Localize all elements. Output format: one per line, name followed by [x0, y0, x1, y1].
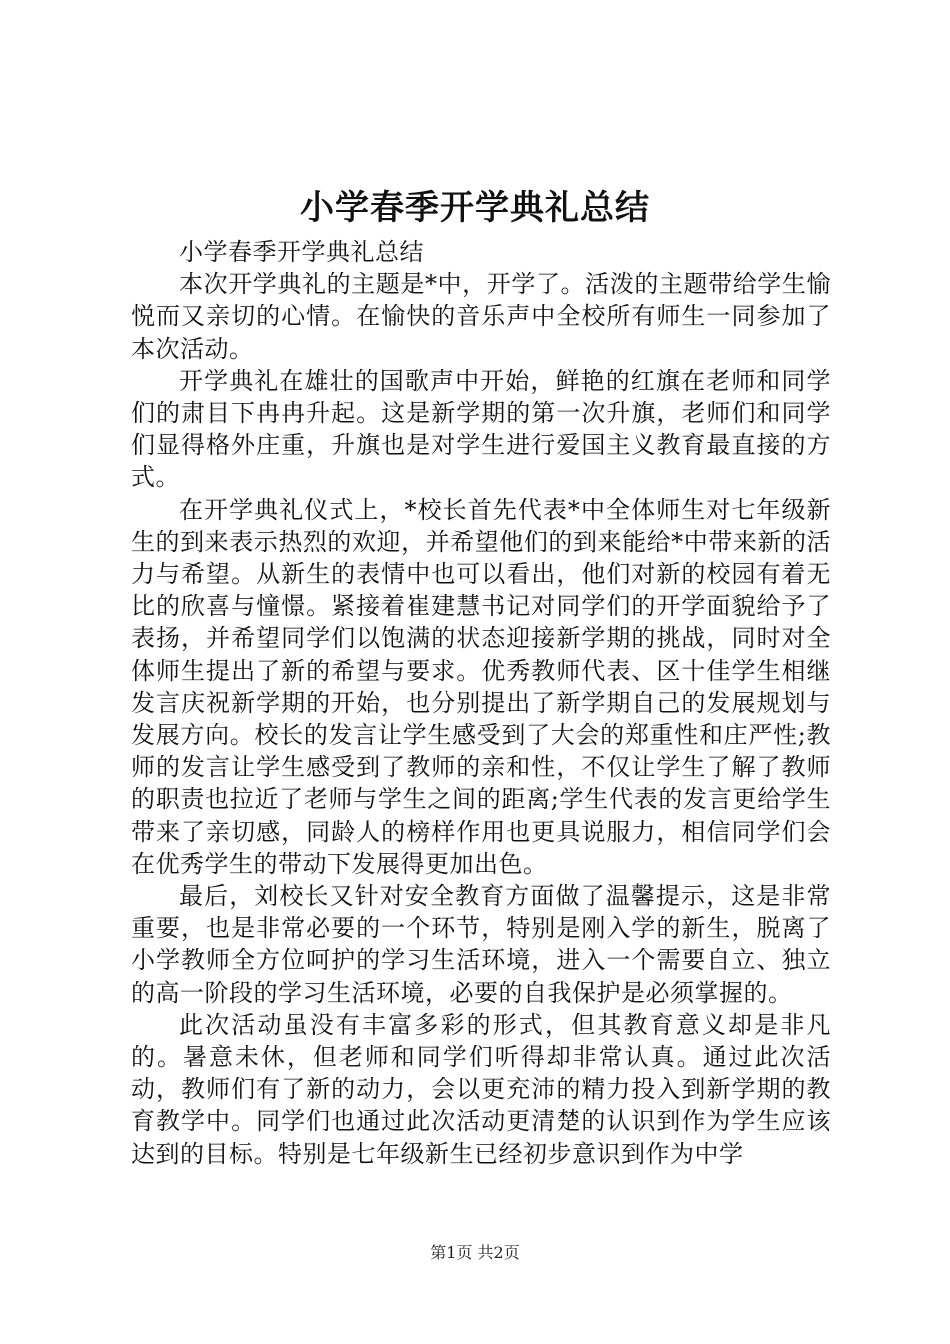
document-body — [131, 236, 831, 1170]
paragraph-safety: 最后，刘校长又针对安全教育方面做了温馨提示，这是非常重要，也是非常必要的一个环节，特别是刚入学的新生，脱离了小学教师全方位呵护的学习生活环境，进入一个需要自立、独立的高一阶段的学习生活环境，必要的自我保护是必须掌握的。 — [131, 882, 831, 1007]
paragraph-significance: 此次活动虽没有丰富多彩的形式，但其教育意义却是非凡的。暑意未休，但老师和同学们听得却非常认真。通过此次活动，教师们有了新的动力，会以更充沛的精力投入到新学期的教育教学中。同学们也通过此次活动更清楚的认识到作为学生应该达到的目标。特别是七年级新生已经初步意识到作为中学 — [131, 1010, 831, 1168]
paragraph-theme: 本次开学典礼的主题是*中，开学了。活泼的主题带给学生愉悦而又亲切的心情。在愉快的音乐声中全校所有师生一同参加了本次活动。 — [131, 270, 831, 363]
paragraph-speeches: 在开学典礼仪式上，*校长首先代表*中全体师生对七年级新生的到来表示热烈的欢迎，并希望他们的到来能给*中带来新的活力与希望。从新生的表情中也可以看出，他们对新的校园有着无比的欣喜与憧憬。紧接着崔建慧书记对同学们的开学面貌给予了表扬，并希望同学们以饱满的状态迎接新学期的挑战，同时对全体师生提出了新的希望与要求。优秀教师代表、区十佳学生相继发言庆祝新学期的开始，也分别提出了新学期自己的发展规划与发展方向。校长的发言让学生感受到了大会的郑重性和庄严性;教师的发言让学生感受到了教师的亲和性，不仅让学生了解了教师的职责也拉近了老师与学生之间的距离;学生代表的发言更给学生带来了亲切感，同龄人的榜样作用也更具说服力，相信同学们会在优秀学生的带动下发展得更加出色。 — [131, 495, 831, 878]
paragraph-flag-raising: 开学典礼在雄壮的国歌声中开始，鲜艳的红旗在老师和同学们的肃目下冉冉升起。这是新学期的第一次升旗，老师们和同学们显得格外庄重，升旗也是对学生进行爱国主义教育最直接的方式。 — [131, 366, 831, 492]
page-number-footer: 第1页 共2页 — [430, 1243, 520, 1262]
document-title: 小学春季开学典礼总结 — [300, 188, 650, 228]
body-subtitle: 小学春季开学典礼总结 — [179, 238, 424, 266]
